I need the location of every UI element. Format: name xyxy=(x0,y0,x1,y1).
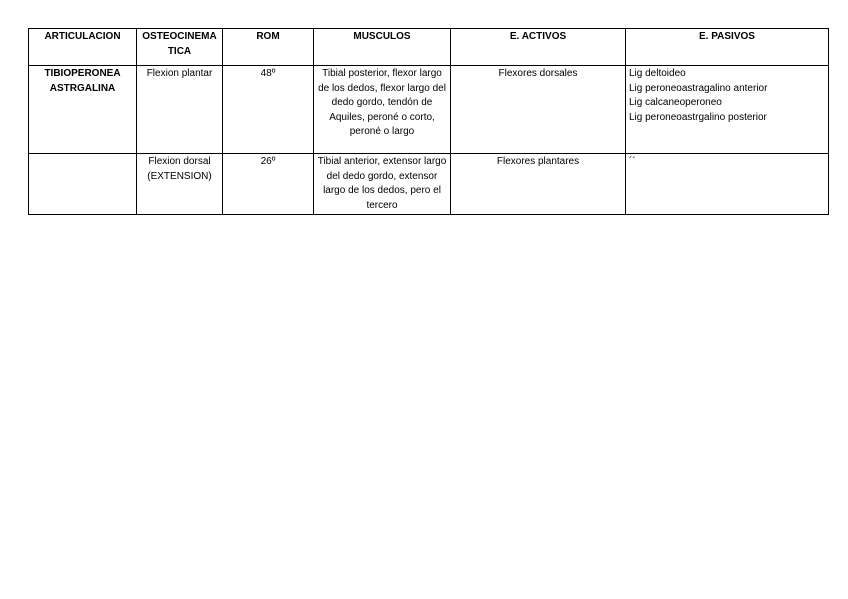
ligament-line: Lig calcaneoperoneo xyxy=(629,97,722,108)
cell-e-activos: Flexores plantares xyxy=(451,154,626,215)
cell-osteocinematica: Flexion plantar xyxy=(137,66,223,154)
header-e-activos: E. ACTIVOS xyxy=(451,29,626,66)
header-e-pasivos: E. PASIVOS xyxy=(626,29,829,66)
ligament-line: Lig deltoideo xyxy=(629,68,686,79)
cell-osteocinematica: Flexion dorsal (EXTENSION) xyxy=(137,154,223,215)
cell-rom: 26º xyxy=(223,154,314,215)
header-rom: ROM xyxy=(223,29,314,66)
cell-musculos: Tibial posterior, flexor largo de los dedos, flexor largo del dedo gordo, tendón de Aquiles, peroné o corto, peroné o largo xyxy=(314,66,451,154)
cell-rom: 48º xyxy=(223,66,314,154)
joint-table xyxy=(28,28,829,215)
cell-articulacion: TIBIOPERONEA ASTRGALINA xyxy=(29,66,137,154)
cell-e-activos: Flexores dorsales xyxy=(451,66,626,154)
header-musculos: MUSCULOS xyxy=(314,29,451,66)
cell-musculos: Tibial anterior, extensor largo del dedo gordo, extensor largo de los dedos, pero el tercero xyxy=(314,154,451,215)
cell-e-pasivos xyxy=(626,154,829,215)
ligament-line: Lig peroneoastrgalino posterior xyxy=(629,111,767,123)
ligament-line: Lig peroneoastragalino anterior xyxy=(629,82,768,94)
header-row xyxy=(29,29,829,66)
table-row xyxy=(29,66,829,154)
header-articulacion: ARTICULACION xyxy=(29,29,137,66)
table-row xyxy=(29,154,829,215)
ligament-line: ´´ xyxy=(629,156,636,167)
cell-e-pasivos xyxy=(626,66,829,154)
cell-articulacion xyxy=(29,154,137,215)
header-osteocinematica: OSTEOCINEMATICA xyxy=(137,29,223,66)
